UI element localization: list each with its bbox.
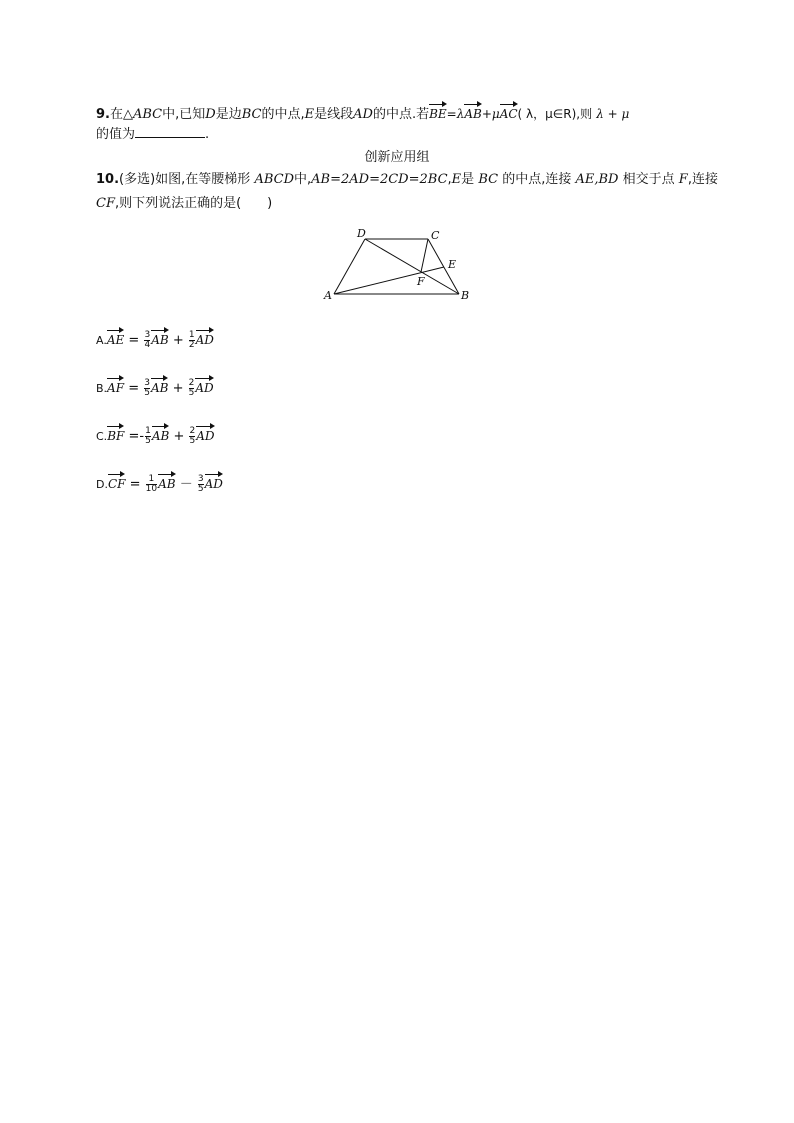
trapezoid-diagram [320, 224, 480, 308]
label-d: D [357, 227, 366, 240]
q9-text: 的中点, [261, 107, 305, 122]
q10-number: 10. [96, 172, 120, 187]
fraction-denominator: 5 [188, 388, 195, 398]
q10-segs-ae-bd: AE,BD [575, 172, 619, 187]
q10-text: (多选)如图,在等腰梯形 [119, 172, 251, 187]
segment-bd [365, 239, 459, 294]
q10-point-e: E [451, 172, 462, 187]
q10-text: 是 [461, 172, 475, 187]
q9-sum: λ + μ [596, 107, 630, 121]
option-vector-1: AB [151, 328, 168, 349]
fraction-denominator: 2 [188, 340, 195, 350]
q10-text: 的中点,连接 [502, 172, 572, 187]
answer-blank[interactable] [135, 124, 205, 138]
q9-plus: + [481, 107, 492, 121]
label-a: A [324, 289, 332, 302]
q9-text: . [205, 127, 210, 142]
q10-text: 中, [294, 172, 312, 187]
q9-vector-ac: AC [500, 102, 518, 123]
option-vector-2: AD [196, 424, 214, 445]
fraction-numerator: 3 [197, 474, 204, 484]
q9-point-d: D [205, 107, 216, 122]
fraction-numerator: 2 [189, 426, 196, 436]
option-label: A. [96, 334, 107, 347]
option-lhs-vector: CF [108, 472, 126, 493]
option-operator: － [179, 477, 193, 492]
q9-seg-ad: AD [353, 107, 373, 122]
q9-mu: μ [491, 107, 500, 121]
fraction [198, 475, 204, 494]
q9-text: 的值为 [96, 127, 136, 142]
option-equals: =- [128, 429, 145, 444]
q9-number: 9. [96, 107, 110, 122]
q10-text: ,则下列说法正确的是( ) [114, 196, 273, 211]
fraction [189, 427, 195, 446]
option-operator: + [172, 333, 184, 348]
q9-text: 是线段 [314, 107, 354, 122]
fraction [144, 331, 150, 350]
option-equals: = [128, 333, 140, 348]
q9-text: 的中点.若 [372, 107, 430, 122]
section-title: 创新应用组 [364, 150, 430, 165]
option-lhs-vector: BF [107, 424, 124, 445]
trapezoid-figure [320, 224, 480, 312]
q9-line-2 [96, 124, 209, 144]
option-vector-2: AD [195, 376, 213, 397]
fraction-denominator: 5 [197, 484, 204, 494]
q9-equals: = [446, 107, 457, 121]
q9-seg-bc: BC [241, 107, 262, 122]
fraction [145, 427, 151, 446]
segment-cf [421, 239, 428, 272]
option-lhs-vector: AE [107, 328, 124, 349]
option-equals: = [128, 381, 140, 396]
label-e: E [448, 258, 457, 271]
q10-line-2 [96, 195, 272, 213]
option-vector-2: AD [196, 328, 214, 349]
fraction [189, 331, 195, 350]
fraction-denominator: 5 [145, 436, 151, 446]
option-c[interactable] [96, 424, 215, 446]
q10-seg-cf: CF [96, 196, 115, 211]
q10-seg-bc: BC [478, 172, 499, 187]
q10-point-f: F [678, 172, 688, 187]
option-vector-1: AB [151, 376, 168, 397]
q9-text: 在△ [109, 107, 133, 122]
option-lhs-vector: AF [107, 376, 124, 397]
option-vector-1: AB [158, 472, 175, 493]
option-label: C. [96, 430, 108, 443]
option-operator: + [172, 381, 184, 396]
q10-text: 相交于点 [622, 172, 675, 187]
option-b[interactable] [96, 376, 214, 398]
fraction [144, 379, 150, 398]
fraction-numerator: 1 [145, 426, 151, 436]
label-c: C [431, 229, 440, 242]
q9-tri: ABC [132, 107, 163, 122]
fraction-denominator: 5 [189, 436, 196, 446]
q9-vector-be: BE [429, 102, 447, 123]
segment-ae [334, 267, 444, 294]
fraction-numerator: 3 [144, 330, 151, 340]
fraction-denominator: 10 [145, 484, 158, 494]
fraction [189, 379, 195, 398]
q10-trapezoid: ABCD [254, 172, 295, 187]
option-a[interactable] [96, 328, 214, 350]
q9-text: 是边 [215, 107, 242, 122]
q9-vector-ab: AB [464, 102, 481, 123]
q10-line-1 [96, 171, 718, 189]
option-d[interactable] [96, 472, 223, 494]
fraction [146, 475, 157, 494]
option-label: D. [96, 478, 108, 491]
option-label: B. [96, 382, 108, 395]
fraction-numerator: 2 [188, 378, 195, 388]
q10-text: , [447, 172, 452, 187]
q10-relation: AB=2AD=2CD=2BC [311, 172, 448, 187]
fraction-denominator: 5 [144, 388, 150, 398]
fraction-numerator: 1 [188, 330, 195, 340]
q10-text: ,连接 [687, 172, 718, 187]
q9-point-e: E [304, 107, 315, 122]
option-vector-1: AB [152, 424, 169, 445]
segment-ad [334, 239, 365, 294]
q9-condition: ( λ，μ∈R),则 [517, 107, 593, 121]
label-b: B [461, 289, 470, 302]
option-vector-2: AD [205, 472, 223, 493]
fraction-denominator: 4 [144, 340, 151, 350]
label-f: F [417, 275, 425, 288]
q9-line-1 [96, 102, 629, 124]
option-equals: = [129, 477, 141, 492]
q9-text: 中,已知 [162, 107, 206, 122]
fraction-numerator: 3 [144, 378, 150, 388]
q9-lambda: λ [456, 107, 465, 121]
fraction-numerator: 1 [148, 474, 155, 484]
option-operator: + [173, 429, 185, 444]
